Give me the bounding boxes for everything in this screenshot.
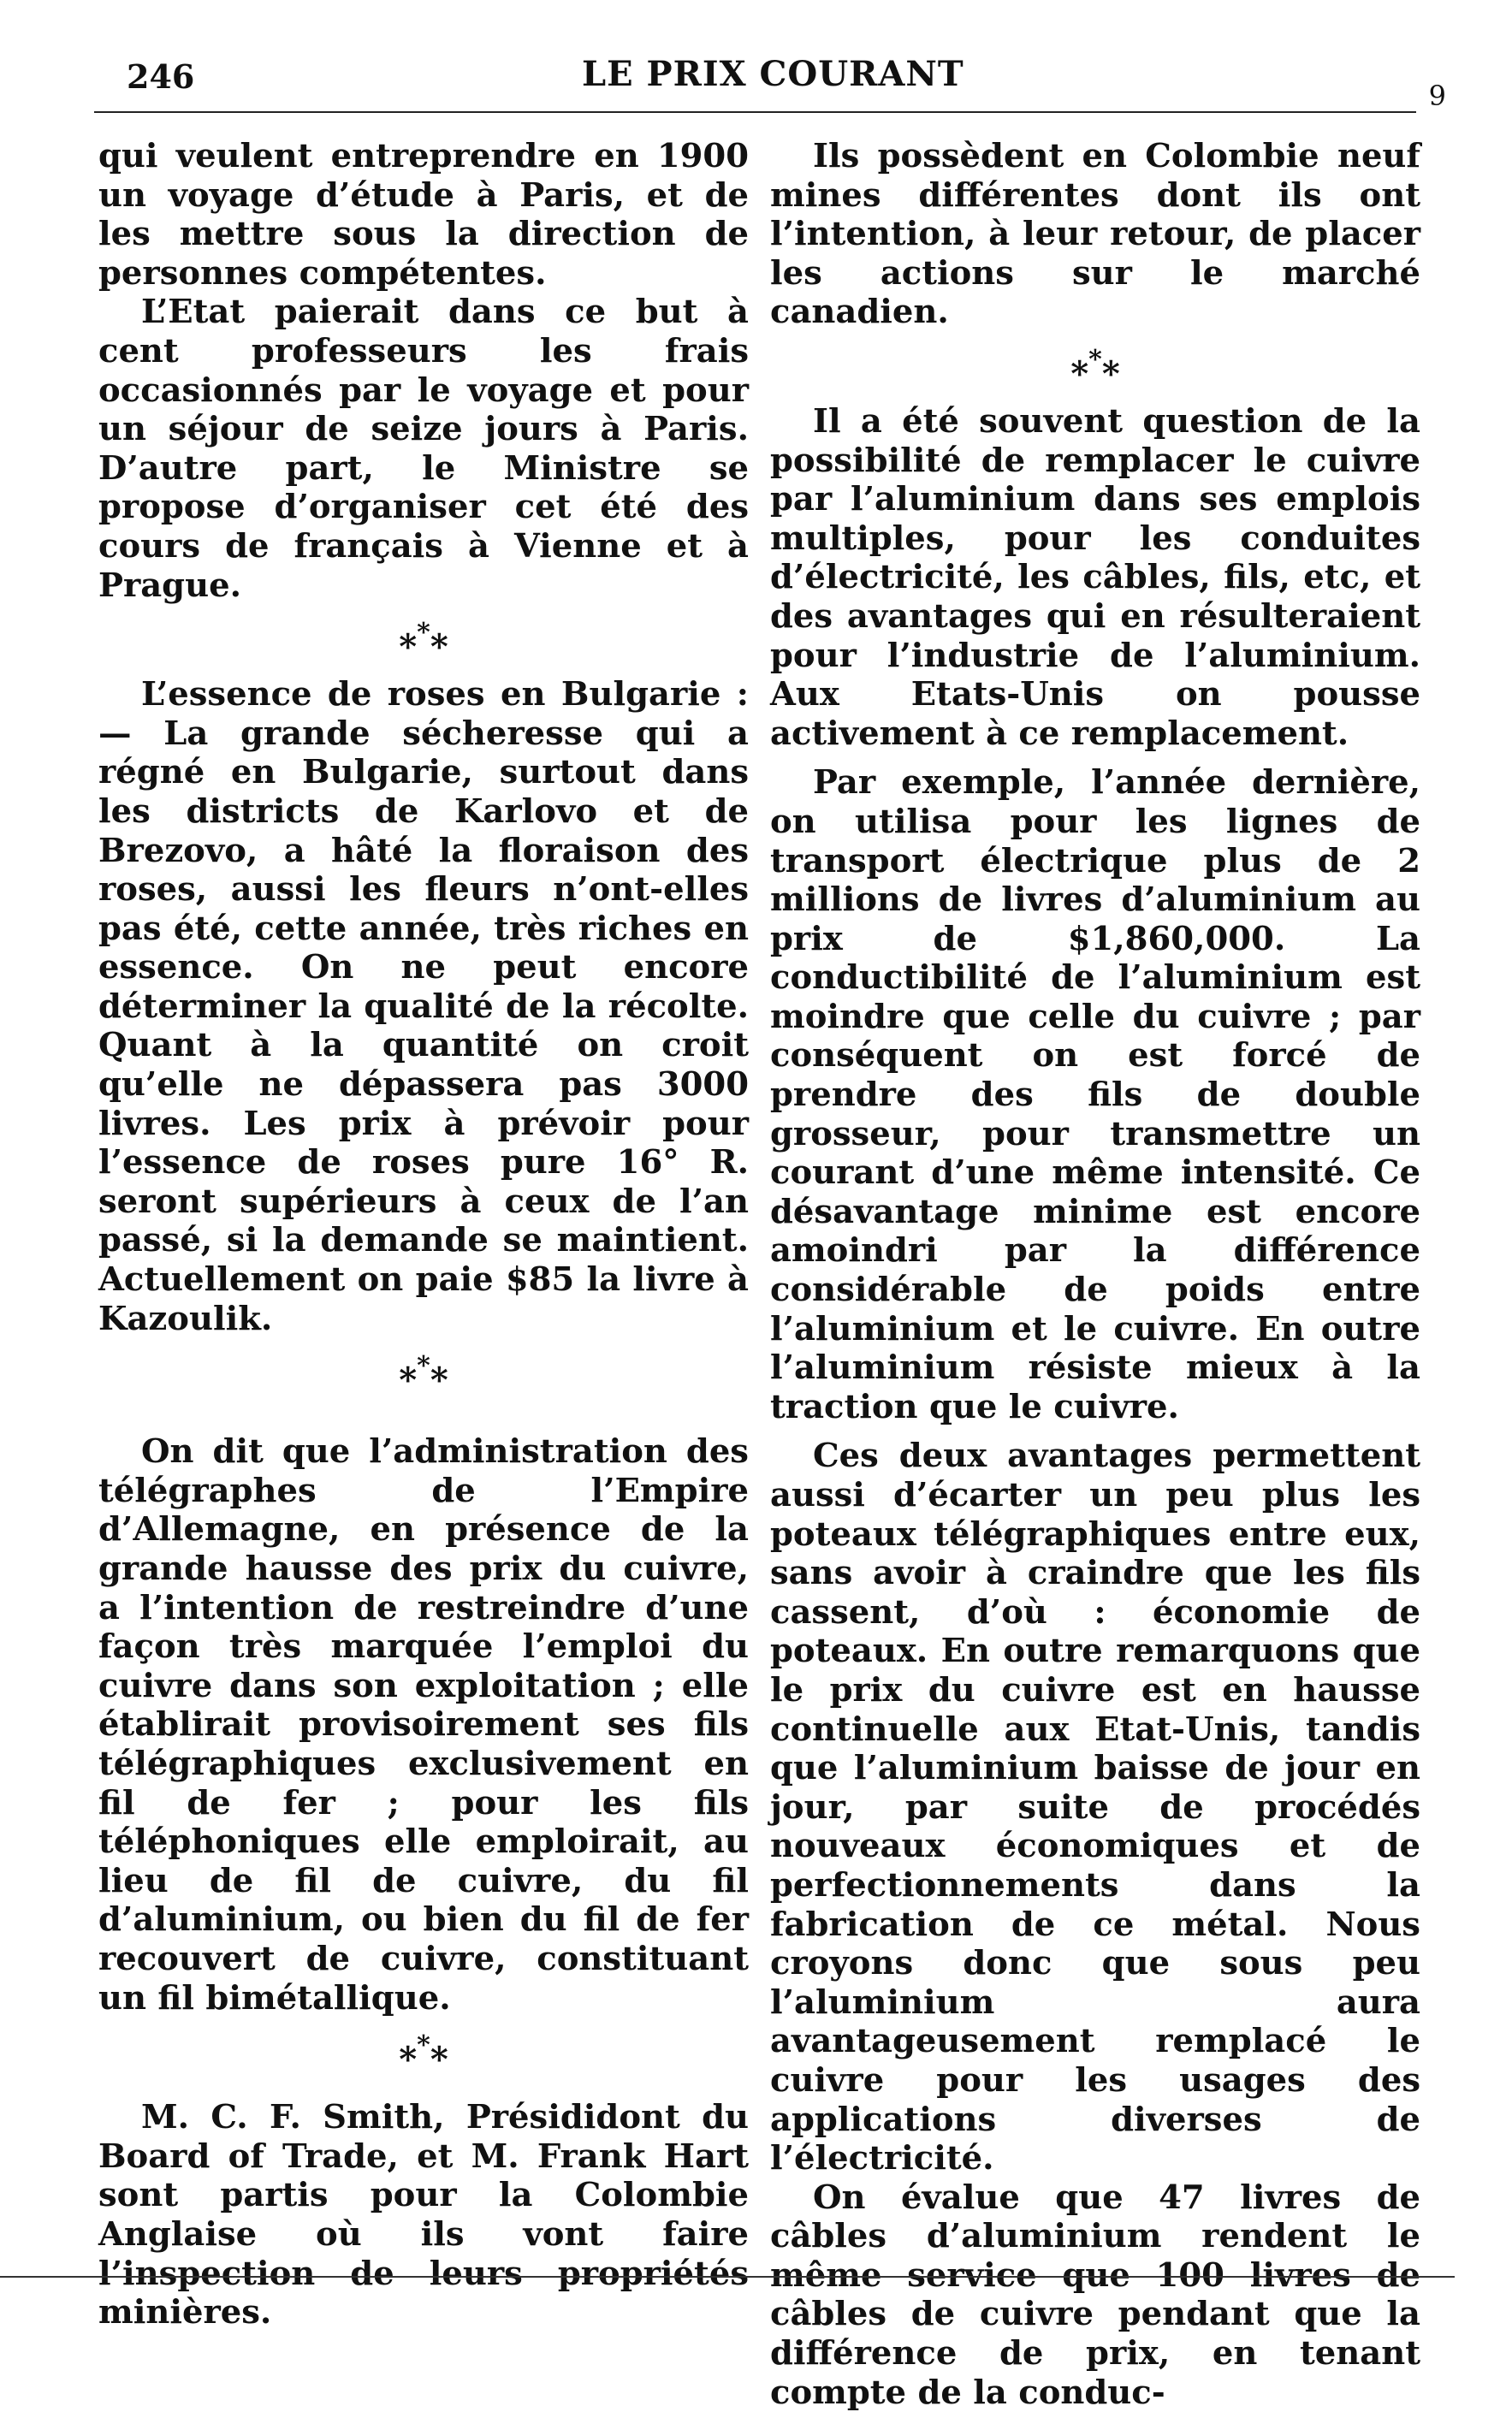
left-paragraph-3: L’essence de roses en Bulgarie : — La grande sécheresse qui a régné en Bulgarie, surtout dans les districts de Karlovo et de Brezovo, a hâté la floraison des roses, aussi les fleurs n’ont-elles pas été, cette année, très riches en essence. On ne peut encore déterminer la qualité de la récolte. Quant à la quantité on croit qu’elle ne dépassera pas 3000 livres. Les prix à prévoir pour l’essence de roses pure 16° R. seront supérieurs à ceux de l’an passé, si la demande se maintient. Actuellement on paie $85 la livre à Kazoulik. bbox=[98, 675, 749, 1338]
left-paragraph-4: On dit que l’administration des télégraphes de l’Empire d’Allemagne, en présence de la grande hausse des prix du cuivre, a l’intention de restreindre d’une façon très marquée l’emploi du cuivre dans son exploitation ; elle établirait provisoirement ses fils télégraphiques exclusivement en fil de fer ; pour les fils téléphoniques elle emploirait, au lieu de fil de cuivre, du fil d’aluminium, ou bien du fil de fer recouvert de cuivre, constituant un fil bimétallique. bbox=[98, 1432, 749, 2018]
left-paragraph-2: L’Etat paierait dans ce but à cent professeurs les frais occasionnés par le voyage et pour un séjour de seize jours à Paris. D’autre part, le Ministre se propose d’organiser cet été des cours de français à Vienne et à Prague. bbox=[98, 293, 749, 605]
right-column bbox=[770, 137, 1420, 2412]
footer-rule bbox=[0, 2276, 1455, 2278]
header-mark: 9 bbox=[1428, 80, 1446, 112]
page-header bbox=[94, 47, 1446, 112]
section-separator: *** bbox=[399, 1351, 448, 1401]
section-separator: *** bbox=[1070, 344, 1120, 394]
left-paragraph-1: qui veulent entreprendre en 1900 un voyage d’étude à Paris, et de les mettre sous la direction de personnes compétentes. bbox=[98, 137, 749, 293]
left-column bbox=[98, 137, 749, 2332]
running-title: LE PRIX COURANT bbox=[582, 54, 964, 94]
right-paragraph-2: Il a été souvent question de la possibilité de remplacer le cuivre par l’aluminium dans ses emplois multiples, pour les conduites d’électricité, les câbles, fils, etc, et des avantages qui en résulteraient pour l’industrie de l’aluminium. Aux Etats-Unis on pousse activement à ce remplacement. bbox=[770, 401, 1420, 753]
right-paragraph-4: Ces deux avantages permettent aussi d’écarter un peu plus les poteaux télégraphiques entre eux, sans avoir à craindre que les fils cassent, d’où : économie de poteaux. En outre remarquons que le prix du cuivre est en hausse continuelle aux Etat-Unis, tandis que l’aluminium baisse de jour en jour, par suite de procédés nouveaux économiques et de perfectionnements dans la fabrication de ce métal. Nous croyons donc que sous peu l’aluminium aura avantageusement remplacé le cuivre pour les usages des applications diverses de l’électricité. bbox=[770, 1437, 1420, 2178]
left-paragraph-5: M. C. F. Smith, Présididont du Board of Trade, et M. Frank Hart sont partis pour la Colombie Anglaise où ils vont faire l’inspection de leurs propriétés minières. bbox=[98, 2098, 749, 2332]
page-number: 246 bbox=[127, 57, 195, 96]
right-paragraph-3: Par exemple, l’année dernière, on utilisa pour les lignes de transport électrique plus de 2 millions de livres d’aluminium au prix de $1,860,000. La conductibilité de l’aluminium est moindre que celle du cuivre ; par conséquent on est forcé de prendre des fils de double grosseur, pour transmettre un courant d’une même intensité. Ce désavantage minime est encore amoindri par la différence considérable de poids entre l’aluminium et le cuivre. En outre l’aluminium résiste mieux à la traction que le cuivre. bbox=[770, 763, 1420, 1426]
section-separator: *** bbox=[399, 2030, 448, 2080]
section-separator: *** bbox=[399, 618, 448, 667]
right-paragraph-5: On évalue que 47 livres de câbles d’aluminium rendent le même service que 100 livres de câbles de cuivre pendant que la différence de prix, en tenant compte de la conduc- bbox=[770, 2178, 1420, 2412]
header-rule bbox=[94, 111, 1416, 113]
right-paragraph-1: Ils possèdent en Colombie neuf mines différentes dont ils ont l’intention, à leur retour, de placer les actions sur le marché canadien. bbox=[770, 137, 1420, 332]
